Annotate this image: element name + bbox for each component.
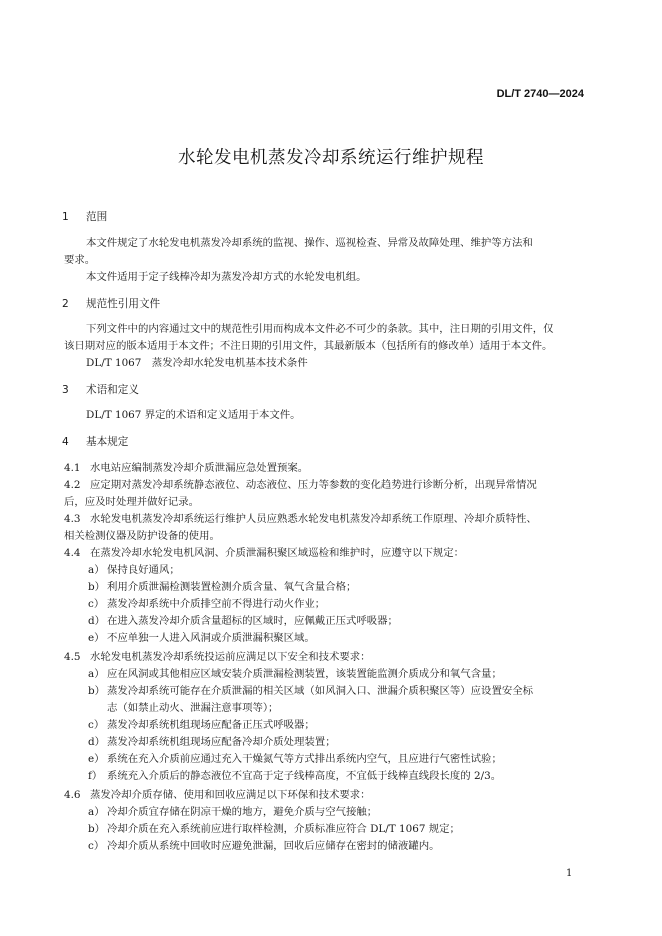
list-item <box>88 614 398 628</box>
section-title: 基本规定 <box>86 436 129 448</box>
list-item <box>88 805 377 819</box>
list-item <box>88 631 315 645</box>
paragraph-line: 该日期对应的版本适用于本文件；不注日期的引用文件，其最新版本（包括所有的修改单）适用于本文件。 <box>64 340 553 352</box>
list-item-text: 在进入蒸发冷却介质含量超标的区域时，应佩戴正压式呼吸器； <box>107 615 398 627</box>
clause <box>64 788 371 802</box>
list-item <box>88 563 180 577</box>
section-number: 2 <box>62 298 69 310</box>
list-item <box>88 667 502 681</box>
list-item <box>88 822 460 836</box>
list-item-text: 蒸发冷却系统机组现场应配备冷却介质处理装置； <box>107 736 336 748</box>
list-item-text: 冷却介质在充入系统前应进行取样检测，介质标准应符合 DL/T 1067 规定； <box>107 823 460 835</box>
list-item <box>88 752 502 766</box>
list-item <box>88 580 356 594</box>
normative-reference: DL/T 1067 蒸发冷却水轮发电机基本技术条件 <box>86 357 308 369</box>
list-marker: a） <box>88 668 105 680</box>
list-marker: b） <box>88 581 106 593</box>
clause-text: 在蒸发冷却水轮发电机风洞、介质泄漏积聚区域巡检和维护时，应遵守以下规定： <box>90 547 465 559</box>
clause <box>64 461 308 475</box>
list-marker: f） <box>88 770 103 782</box>
list-item-text: 蒸发冷却系统可能存在介质泄漏的相关区域（如风洞入口、泄漏介质积聚区等）应设置安全标 <box>107 685 534 697</box>
list-item <box>88 735 336 749</box>
paragraph-line: DL/T 1067 界定的术语和定义适用于本文件。 <box>86 409 301 421</box>
list-item-text: 保持良好通风； <box>107 564 180 576</box>
paragraph-line: 本文件规定了水轮发电机蒸发冷却系统的监视、操作、巡视检查、异常及故障处理、维护等方法和 <box>86 237 533 249</box>
section-heading <box>62 297 160 311</box>
list-item-text: 冷却介质从系统中回收时应避免泄漏，回收后应储存在密封的储液罐内。 <box>107 840 440 852</box>
section-number: 4 <box>62 436 69 448</box>
paragraph-line: 要求。 <box>64 254 96 266</box>
list-marker: c） <box>88 598 105 610</box>
list-marker: c） <box>88 719 105 731</box>
section-heading <box>62 435 128 449</box>
clause <box>64 650 371 664</box>
section-number: 1 <box>62 211 69 223</box>
list-marker: e） <box>88 632 105 644</box>
list-marker: c） <box>88 840 105 852</box>
section-heading <box>62 383 139 397</box>
clause <box>64 478 537 492</box>
list-item-text: 应在风洞或其他相应区域安装介质泄漏检测装置，该装置能监测介质成分和氧气含量； <box>107 668 502 680</box>
list-item <box>88 769 501 783</box>
list-item-text: 蒸发冷却系统中介质排空前不得进行动火作业； <box>107 598 326 610</box>
list-marker: d） <box>88 615 106 627</box>
section-title: 规范性引用文件 <box>86 298 161 310</box>
clause-number: 4.6 <box>64 789 81 801</box>
list-item-text: 利用介质泄漏检测装置检测介质含量、氧气含量合格； <box>107 581 357 593</box>
list-item-text: 志（如禁止动火、泄漏注意事项等）； <box>107 702 279 714</box>
page-number: 1 <box>566 868 573 879</box>
clause-text: 水电站应编制蒸发冷却介质泄漏应急处置预案。 <box>90 462 309 474</box>
clause-text: 后，应及时处理并做好记录。 <box>64 496 200 508</box>
standard-code: DL/T 2740—2024 <box>496 88 584 100</box>
section-title: 范围 <box>86 211 108 223</box>
clause-number: 4.3 <box>64 513 81 525</box>
list-item-text: 蒸发冷却系统机组现场应配备正压式呼吸器； <box>107 719 315 731</box>
list-item <box>88 684 533 698</box>
paragraph-line: 本文件适用于定子线棒冷却为蒸发冷却方式的水轮发电机组。 <box>86 271 367 283</box>
list-marker: a） <box>88 564 105 576</box>
list-marker: b） <box>88 685 106 697</box>
section-title: 术语和定义 <box>86 384 139 396</box>
section-number: 3 <box>62 384 69 396</box>
clause-number: 4.4 <box>64 547 81 559</box>
clause-number: 4.2 <box>64 479 81 491</box>
section-heading <box>62 210 107 224</box>
clause <box>64 512 537 526</box>
list-item <box>88 839 440 853</box>
list-item <box>88 597 325 611</box>
clause-text: 水轮发电机蒸发冷却系统运行维护人员应熟悉水轮发电机蒸发冷却系统工作原理、冷却介质特性、 <box>90 513 537 525</box>
list-marker: e） <box>88 753 105 765</box>
clause-text: 蒸发冷却介质存储、使用和回收应满足以下环保和技术要求： <box>90 789 371 801</box>
list-item-text: 系统充入介质后的静态液位不宜高于定子线棒高度，不宜低于线棒直线段长度的 2/3。 <box>107 770 502 782</box>
clause-text: 水轮发电机蒸发冷却系统投运前应满足以下安全和技术要求： <box>90 651 371 663</box>
clause-text: 相关检测仪器及防护设备的使用。 <box>64 530 220 542</box>
list-marker: a） <box>88 806 105 818</box>
list-item <box>88 718 315 732</box>
list-item-text: 系统在充入介质前应通过充入干燥氮气等方式排出系统内空气，且应进行气密性试验； <box>107 753 502 765</box>
paragraph-line: 下列文件中的内容通过文中的规范性引用而构成本文件必不可少的条款。其中，注日期的引用文件，仅 <box>86 323 554 335</box>
clause-number: 4.5 <box>64 651 81 663</box>
document-title: 水轮发电机蒸发冷却系统运行维护规程 <box>178 148 484 168</box>
clause-text: 应定期对蒸发冷却系统静态液位、动态液位、压力等参数的变化趋势进行诊断分析，出现异常情况 <box>90 479 537 491</box>
list-item-text: 不应单独一人进入风洞或介质泄漏积聚区域。 <box>107 632 315 644</box>
clause-number: 4.1 <box>64 462 81 474</box>
list-item-text: 冷却介质宜存储在阴凉干燥的地方，避免介质与空气接触； <box>107 806 378 818</box>
list-marker: b） <box>88 823 106 835</box>
list-marker: d） <box>88 736 106 748</box>
clause <box>64 546 464 560</box>
